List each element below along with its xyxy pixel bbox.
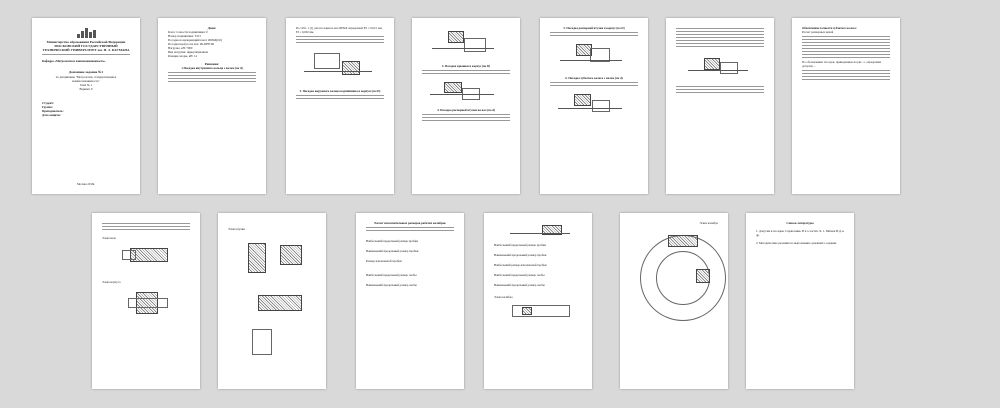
calc-line: Наибольший размер изношенной пробки — [494, 263, 547, 267]
city-year: Москва 2016г. — [76, 182, 96, 186]
tolerance-diagram — [296, 47, 384, 89]
sketch-label: Эскиз калибра — [699, 221, 718, 225]
calc-line: Наибольший предельный размер скобы — [494, 273, 545, 277]
references-heading: Список литературы — [786, 221, 814, 225]
given-item: Вид нагрузки: циркуляционная — [168, 50, 208, 55]
university-name: МОСКОВСКИЙ ГОСУДАРСТВЕННЫЙ ТЕХНИЧЕСКИЙ УНИВЕРСИТЕТ им. Н. Э. БАУМАНА — [42, 44, 130, 53]
housing-sketch — [102, 284, 190, 324]
subheading: 3. Посадка крышки в корпус (по D) — [441, 64, 491, 68]
shaft-sketch — [102, 240, 190, 280]
subheading: 5. Посадка распорной втулки в корпус (по D) — [563, 26, 625, 30]
sketch-label: Эскиз калибра — [494, 295, 513, 299]
page-8 — [92, 213, 200, 389]
calc-line: Наименьший предельный размер пробки — [494, 253, 547, 257]
section-heading: Обеспечение точности зубчатого колеса: — [802, 26, 857, 30]
tolerance-diagram — [550, 38, 638, 76]
body-text: По обозначению посадок, приведенных на рис. 1, определяем допуски ... — [802, 60, 882, 68]
calc-line: Наименьший предельный размер скобы — [366, 283, 417, 287]
assignment-title: Домашнее задание №1 — [68, 70, 104, 75]
group-label: Группа: — [42, 104, 53, 109]
page-6 — [666, 18, 774, 194]
calc-line: Наименьший предельный размер скобы — [494, 283, 545, 287]
tolerance-diagram — [676, 50, 764, 84]
date-label: Дата защиты: — [42, 112, 62, 117]
page-13 — [746, 213, 854, 389]
course-text: по дисциплине "Метрология, стандартизация и взаимозаменяемость" — [55, 74, 117, 83]
given-item: Посадка на вращающийся вал: Ø65k6(0,0) — [168, 38, 222, 43]
tolerance-diagram — [494, 221, 582, 243]
department-text: Кафедра «Метрология и взаимозаменяемость» — [42, 59, 106, 64]
given-item: Класс точности подшипника: 0 — [168, 30, 208, 35]
tolerance-diagram — [422, 26, 510, 64]
ministry-text: Министерство образования Российской Федерации — [46, 40, 126, 44]
page-10 — [356, 213, 464, 389]
title-page — [32, 18, 140, 194]
tolerance-diagram — [550, 88, 638, 124]
given-item: Реакция опоры, кН: 14 — [168, 54, 197, 59]
sketch-label: Эскиз вала — [102, 236, 116, 240]
given-item: Номер подшипника: 3313 — [168, 34, 201, 39]
page-11 — [484, 213, 592, 389]
page-9 — [218, 213, 326, 389]
page-4 — [412, 18, 520, 194]
calc-line: Наименьший предельный размер пробки — [366, 249, 419, 253]
topic-text: Тема № 1 — [79, 82, 93, 87]
university-logo-icon — [74, 28, 98, 38]
calc-line: Наибольший предельный размер пробки — [366, 239, 418, 243]
bushing-sketch — [228, 231, 316, 371]
solution-subheading: 1.Посадка внутреннего кольца с валом (по d) — [181, 66, 243, 71]
sketch-label: Эскиз корпуса — [102, 280, 121, 284]
section-heading: Расчет исполнительных размеров рабочих калибров — [374, 221, 446, 225]
student-label: Студент: — [42, 100, 54, 105]
subheading: 6. Посадка зубчатого колеса с валом (по d) — [565, 76, 623, 80]
given-item: Нагрузка, кН: 7000 — [168, 46, 193, 51]
given-heading: Дано: — [207, 26, 217, 30]
calc-text: По табл. 1 [1] для посадки на вал Ø65k6 определяем ES = 0,021 мм, EI = 0,002 мм. — [296, 26, 383, 34]
page-2 — [158, 18, 266, 194]
subheading: 4. Посадка распорной втулки на вал (по d) — [437, 108, 495, 112]
page-3 — [286, 18, 394, 194]
page-7 — [792, 18, 900, 194]
calc-line: Размер изношенной пробки — [366, 259, 402, 263]
tolerance-diagram — [422, 76, 510, 108]
calc-line: Наибольший предельный размер скобы — [366, 273, 417, 277]
given-item: Посадка корпуса на вал: Ø140H7/h6 — [168, 42, 214, 47]
gauge-sketch — [494, 299, 582, 323]
page-5 — [540, 18, 648, 194]
variant-text: Вариант 9 — [79, 86, 93, 91]
reference-item: 2. Методические указания по выполнению домашнего задания. — [756, 241, 837, 245]
snap-gauge-sketch — [630, 225, 718, 365]
subheading: 2. Посадка наружного кольца подшипника в корпусе (по D) — [299, 89, 381, 93]
teacher-label: Преподаватель: — [42, 108, 64, 113]
sketch-label: Эскиз втулки — [228, 227, 245, 231]
page-12 — [620, 213, 728, 389]
section-subheading: Расчет размерных цепей — [802, 30, 834, 34]
calc-line: Наибольший предельный размер пробки — [494, 243, 546, 247]
solution-heading: Решение: — [204, 62, 220, 67]
reference-item: 1. Допуски и посадки. Справочник. В 2-х частях. Ч. 1. Мягков В.Д. и др. — [756, 229, 844, 237]
